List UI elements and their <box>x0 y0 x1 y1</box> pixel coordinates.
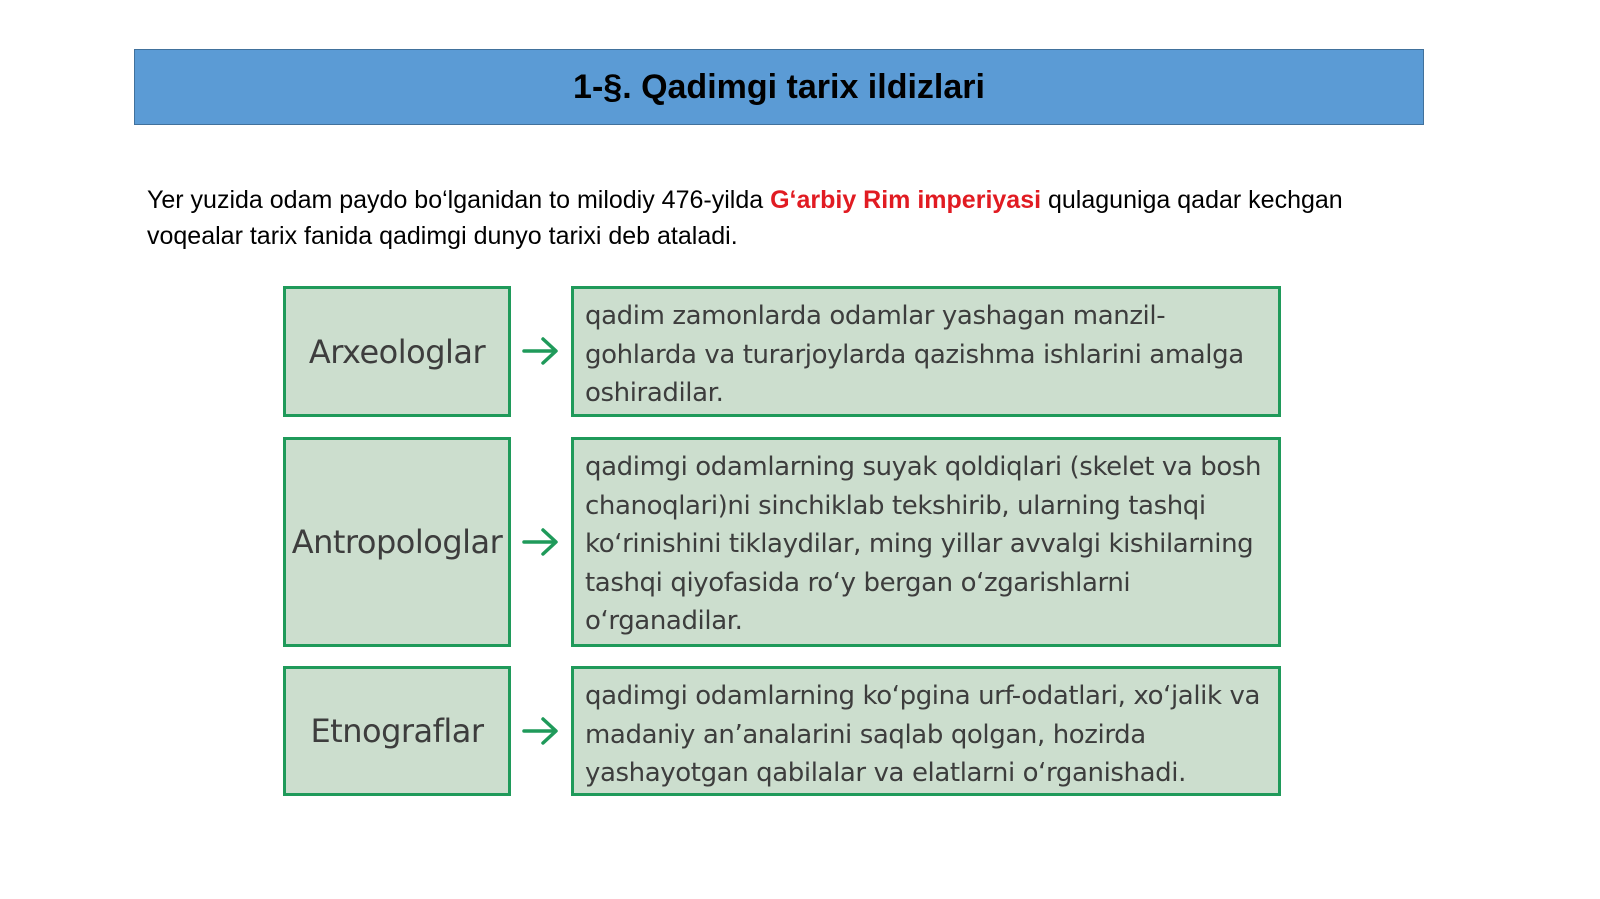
intro-text-after: qulaguniga qadar kechgan voqealar tarix fanida qadimgi dunyo tarixi deb ataladi. <box>147 186 1343 250</box>
right-arrow-icon <box>521 336 561 366</box>
label-text: Etnograflar <box>310 712 484 750</box>
description-text: qadim zamonlarda odamlar yashagan manzil-gohlarda va turarjoylarda qazishma ishlarini amalga oshiradilar. <box>585 301 1244 408</box>
right-arrow-icon <box>521 716 561 746</box>
label-text: Antropologlar <box>291 523 503 561</box>
slide-title-bar <box>134 49 1424 125</box>
intro-paragraph <box>147 182 1437 254</box>
intro-text-before: Yer yuzida odam paydo bo‘lganidan to milodiy 476-yilda <box>147 186 771 214</box>
intro-highlight-term: G‘arbiy Rim imperiyasi <box>770 186 1042 214</box>
label-box-etnograflar <box>283 666 511 796</box>
description-box-antropologlar <box>571 437 1281 647</box>
description-box-etnograflar <box>571 666 1281 796</box>
description-text: qadimgi odamlarning suyak qoldiqlari (skelet va bosh chanoqlari)ni sinchiklab tekshirib, ularning tashqi ko‘rinishini tiklaydilar, ming yillar avvalgi kishilarning tashqi qiyofasida ro‘y bergan o‘zgarishlarni o‘rganadilar. <box>585 452 1262 636</box>
description-text: qadimgi odamlarning ko‘pgina urf-odatlari, xo‘jalik va madaniy an’analarini saqlab qolgan, hozirda yashayotgan qabilalar va elatlarni o‘rganishadi. <box>585 681 1261 788</box>
label-box-arxeologlar <box>283 286 511 417</box>
description-box-arxeologlar <box>571 286 1281 417</box>
label-text: Arxeologlar <box>308 332 486 371</box>
right-arrow-icon <box>521 527 561 557</box>
label-box-antropologlar <box>283 437 511 647</box>
slide-title: 1-§. Qadimgi tarix ildizlari <box>573 67 985 106</box>
